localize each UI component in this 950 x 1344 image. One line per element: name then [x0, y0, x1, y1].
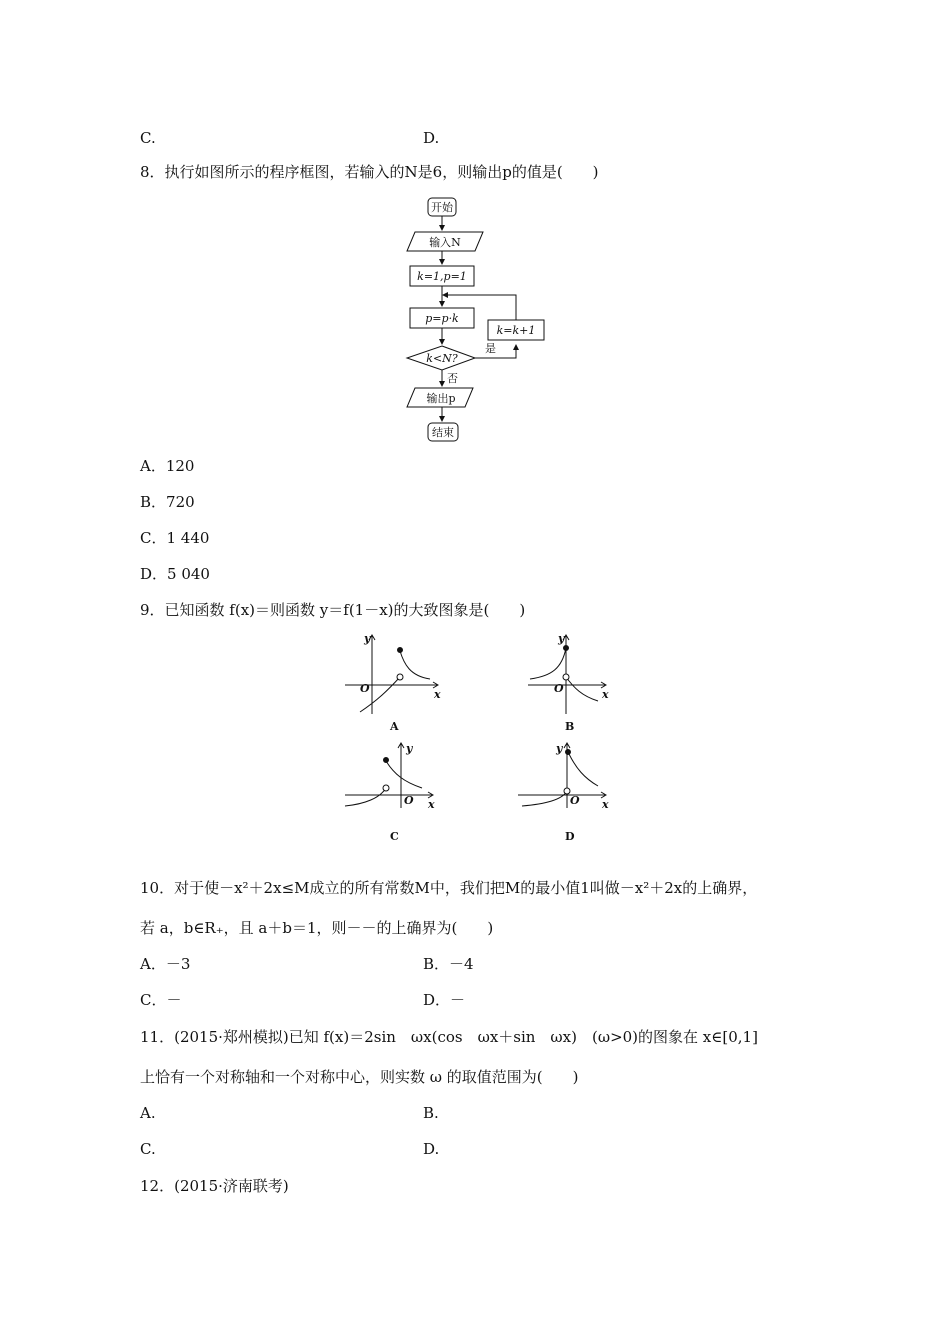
graph-c-origin: O [404, 794, 414, 807]
question-11-line-1: 11．(2015·郑州模拟)已知 f(x)＝2sin ωx(cos ωx＋sin ωx) (ω>0)的图象在 x∈[0,1] [140, 1028, 758, 1046]
flowchart [395, 192, 560, 447]
flow-increment-text: k=k+1 [496, 324, 536, 337]
question-10-line-2: 若 a，b∈R₊，且 a＋b＝1，则－－的上确界为( ) [140, 919, 494, 937]
question-8-option-d: D．5 040 [140, 565, 210, 583]
graph-c-x-label: x [428, 798, 435, 811]
flow-multiply-text: p=p·k [425, 312, 459, 325]
graph-d-origin: O [570, 794, 580, 807]
question-11-option-d: D. [423, 1140, 440, 1158]
question-8-option-a: A．120 [140, 457, 195, 475]
flow-output-text: 输出p [426, 392, 456, 405]
question-10-option-d: D．－ [423, 991, 466, 1009]
graph-c [345, 743, 433, 808]
question-8-option-c: C．1 440 [140, 529, 210, 547]
graph-b-x-label: x [602, 688, 609, 701]
graph-b-origin: O [554, 682, 564, 695]
graph-d-label: D [565, 830, 575, 843]
question-10-line-1: 10．对于使－x²＋2x≤M成立的所有常数M中，我们把M的最小值1叫做－x²＋2x的上确界， [140, 879, 758, 897]
flow-no-label: 否 [447, 372, 458, 385]
question-10-option-b: B．－4 [423, 955, 474, 973]
question-10-option-a: A．－3 [140, 955, 191, 973]
graph-b-y-label: y [558, 632, 565, 645]
graph-options [330, 628, 620, 850]
question-11-option-a: A. [140, 1104, 156, 1122]
flow-condition-text: k<N? [426, 352, 458, 365]
flow-init-text: k=1,p=1 [417, 270, 467, 283]
graph-a-label: A [390, 720, 399, 733]
flow-end-text: 结束 [432, 426, 454, 439]
graph-d-y-label: y [556, 742, 563, 755]
flow-input-text: 输入N [429, 236, 461, 249]
graph-d-x-label: x [602, 798, 609, 811]
graph-a-origin: O [360, 682, 370, 695]
option-c: C. [140, 129, 156, 147]
question-12-stem: 12．(2015·济南联考) [140, 1177, 289, 1195]
graph-b-label: B [565, 720, 575, 733]
graph-a-y-label: y [364, 632, 371, 645]
flow-yes-label: 是 [485, 342, 496, 355]
graph-c-y-label: y [406, 742, 413, 755]
question-8-stem: 8．执行如图所示的程序框图，若输入的N是6，则输出p的值是( ) [140, 163, 599, 181]
question-11-option-b: B. [423, 1104, 439, 1122]
graph-a-x-label: x [434, 688, 441, 701]
question-11-option-c: C. [140, 1140, 156, 1158]
graph-c-label: C [390, 830, 399, 843]
question-11-line-2: 上恰有一个对称轴和一个对称中心，则实数 ω 的取值范围为( ) [140, 1068, 579, 1086]
question-10-option-c: C．－ [140, 991, 182, 1009]
question-8-option-b: B．720 [140, 493, 195, 511]
graph-a [345, 635, 438, 714]
flow-start-text: 开始 [431, 201, 453, 214]
option-d: D. [423, 129, 440, 147]
question-9-stem: 9．已知函数 f(x)＝则函数 y＝f(1－x)的大致图象是( ) [140, 601, 526, 619]
